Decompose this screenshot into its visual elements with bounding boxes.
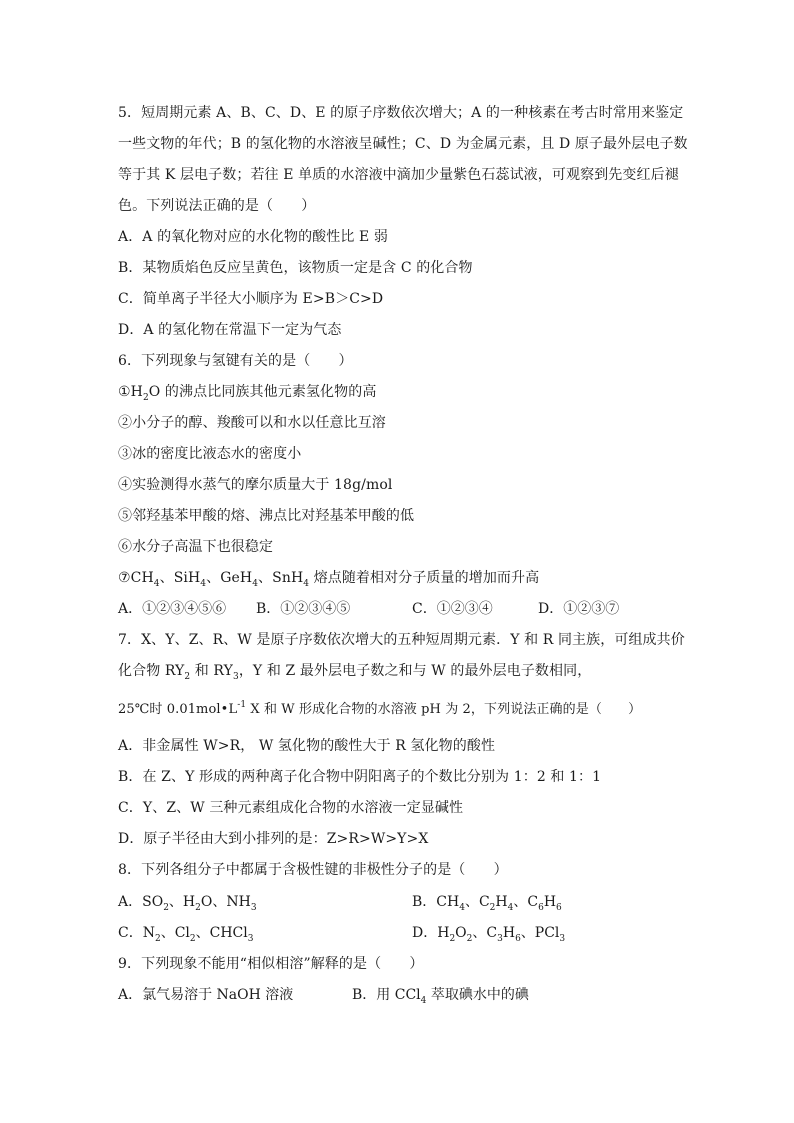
q8-option-d: D．$H_2O_2$、$C_3H_6$、PCl$_3$	[412, 925, 566, 944]
q6-item-1: $①H_2O$ 的沸点比同族其他元素氢化物的高	[118, 384, 377, 403]
q6-item-2: ②小分子的醇、羧酸可以和水以任意比互溶	[118, 415, 386, 431]
q9-stem: 9．下列现象不能用“相似相溶”解释的是（ ）	[118, 956, 424, 972]
q7-stem-line-3: 25℃时 $0.01mol•L^{-1}$ X 和 W 形成化合物的水溶液 pH 为 2，下列说法正确的是（ ）	[118, 700, 642, 717]
q5-stem-line-1: 5．短周期元素 A、B、C、D、E 的原子序数依次增大；A 的一种核素在考古时常用来鉴定	[118, 105, 684, 121]
q6-item-6: ⑥水分子高温下也很稳定	[118, 539, 274, 555]
q5-option-d: D．A 的氢化物在常温下一定为气态	[118, 322, 342, 338]
q5-option-a: A．A 的氧化物对应的水化物的酸性比 E 弱	[118, 229, 388, 245]
q8-option-c: C．$N_2$、$Cl_2$、CHCl$_3$	[118, 925, 254, 944]
q6-option-a: A．①②③④⑤⑥	[118, 601, 227, 617]
q8-stem: 8．下列各组分子中都属于含极性键的非极性分子的是（ ）	[118, 862, 508, 878]
q8-option-a: A．$SO_2$、$H_2O$、$NH_3$	[118, 894, 257, 913]
q7-option-a: A．非金属性 W>R， W 氢化物的酸性大于 R 氢化物的酸性	[118, 738, 496, 754]
q6-item-4: ④实验测得水蒸气的摩尔质量大于 18g/mol	[118, 477, 393, 493]
q6-option-c: C．①②③④	[412, 601, 493, 617]
q6-item-5: ⑤邻羟基苯甲酸的熔、沸点比对羟基苯甲酸的低	[118, 508, 415, 524]
q9-option-a: A．氯气易溶于 NaOH 溶液	[118, 987, 294, 1003]
q5-option-c: C．简单离子半径大小顺序为 E>B＞C>D	[118, 291, 384, 307]
q5-option-b: B．某物质焰色反应呈黄色，该物质一定是含 C 的化合物	[118, 260, 473, 276]
q7-stem-line-1: 7．X、Y、Z、R、W 是原子序数依次增大的五种短周期元素．Y 和 R 同主族，可组成共价	[118, 632, 685, 648]
q6-option-d: D．①②③⑦	[538, 601, 620, 617]
q7-stem-line-2: 化合物 $RY_2$ 和 $RY_3$，Y 和 Z 最外层电子数之和与 W 的最外层电子数相同，	[118, 663, 592, 682]
q5-stem-line-3: 等于其 K 层电子数；若往 E 单质的水溶液中滴加少量紫色石蕊试液，可观察到先变红后褪	[118, 167, 679, 183]
q7-option-b: B．在 Z、Y 形成的两种离子化合物中阴阳离子的个数比分别为 1：2 和 1：1	[118, 769, 602, 785]
q8-option-b: B．$CH_4$、$C_2H_4$、$C_6H_6$	[412, 894, 562, 913]
q7-option-d: D．原子半径由大到小排列的是：Z>R>W>Y>X	[118, 831, 429, 847]
q6-stem: 6．下列现象与氢键有关的是（ ）	[118, 353, 353, 369]
q9-option-b: B．用 CCl$_4$ 萃取碘水中的碘	[352, 987, 529, 1006]
q6-item-7: $⑦CH_4$、SiH$_4$、GeH$_4$、SnH$_4$ 熔点随着相对分子质量的增加而升高	[118, 570, 540, 589]
q5-stem-line-2: 一些文物的年代；B 的氢化物的水溶液呈碱性；C、D 为金属元素，且 D 原子最外层电子数	[118, 136, 688, 152]
q7-option-c: C．Y、Z、W 三种元素组成化合物的水溶液一定显碱性	[118, 800, 464, 816]
q6-option-b: B．①②③④⑤	[256, 601, 351, 617]
q5-stem-line-4: 色。下列说法正确的是（ ）	[118, 198, 316, 214]
q6-item-3: ③冰的密度比液态水的密度小	[118, 446, 302, 462]
